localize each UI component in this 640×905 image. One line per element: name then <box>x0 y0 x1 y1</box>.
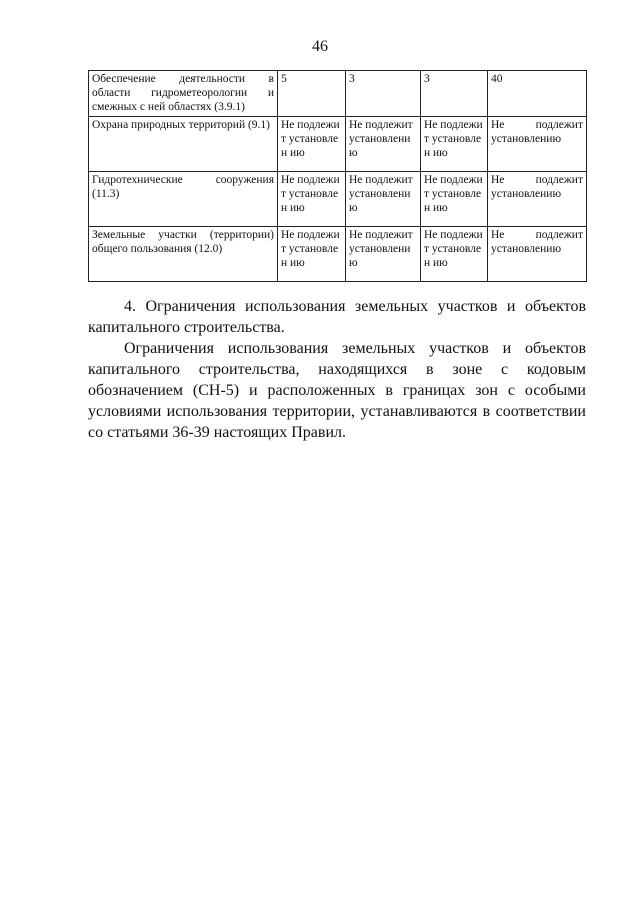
table-cell-value: Не подлежит установлен ию <box>421 227 488 282</box>
table-cell-use-name: Земельные участки (территории) общего пользования (12.0) <box>89 227 278 282</box>
table-cell-value: 3 <box>421 71 488 117</box>
table-row <box>89 71 587 117</box>
table-row <box>89 117 587 172</box>
table-cell-value: Не подлежит установлен ию <box>278 227 346 282</box>
section-heading-paragraph: 4. Ограничения использования земельных участков и объектов капитального строительства. <box>88 298 586 336</box>
zone-parameters-table <box>88 70 587 282</box>
table-cell-value: 3 <box>346 71 421 117</box>
table-cell-value: Не подлежит установлени ю <box>346 227 421 282</box>
table-cell-value: Не подлежит установлению <box>488 117 587 172</box>
table-cell-value: Не подлежит установлени ю <box>346 117 421 172</box>
table-cell-value: Не подлежит установлен ию <box>421 117 488 172</box>
table-cell-use-name: Обеспечение деятельности в области гидрометеорологии и смежных с ней областях (3.9.1) <box>89 71 278 117</box>
table-cell-value: Не подлежит установлен ию <box>421 172 488 227</box>
table-cell-use-name: Охрана природных территорий (9.1) <box>89 117 278 172</box>
table-cell-value: Не подлежит установлен ию <box>278 117 346 172</box>
table-cell-use-name: Гидротехнические сооружения (11.3) <box>89 172 278 227</box>
table-cell-value: Не подлежит установлению <box>488 227 587 282</box>
page-number: 46 <box>312 38 328 55</box>
table-cell-value: Не подлежит установлен ию <box>278 172 346 227</box>
table-cell-value: 40 <box>488 71 587 117</box>
table-cell-value: Не подлежит установлени ю <box>346 172 421 227</box>
body-paragraph: Ограничения использования земельных участков и объектов капитального строительства, находящихся в зоне с кодовым обозначением (СН-5) и расположенных в границах зон с особыми условиями использования территории, устанавливаются в соответствии со статьями 36-39 настоящих Правил. <box>88 340 586 441</box>
table-cell-value: Не подлежит установлению <box>488 172 587 227</box>
table-row <box>89 172 587 227</box>
table-cell-value: 5 <box>278 71 346 117</box>
table-row <box>89 227 587 282</box>
